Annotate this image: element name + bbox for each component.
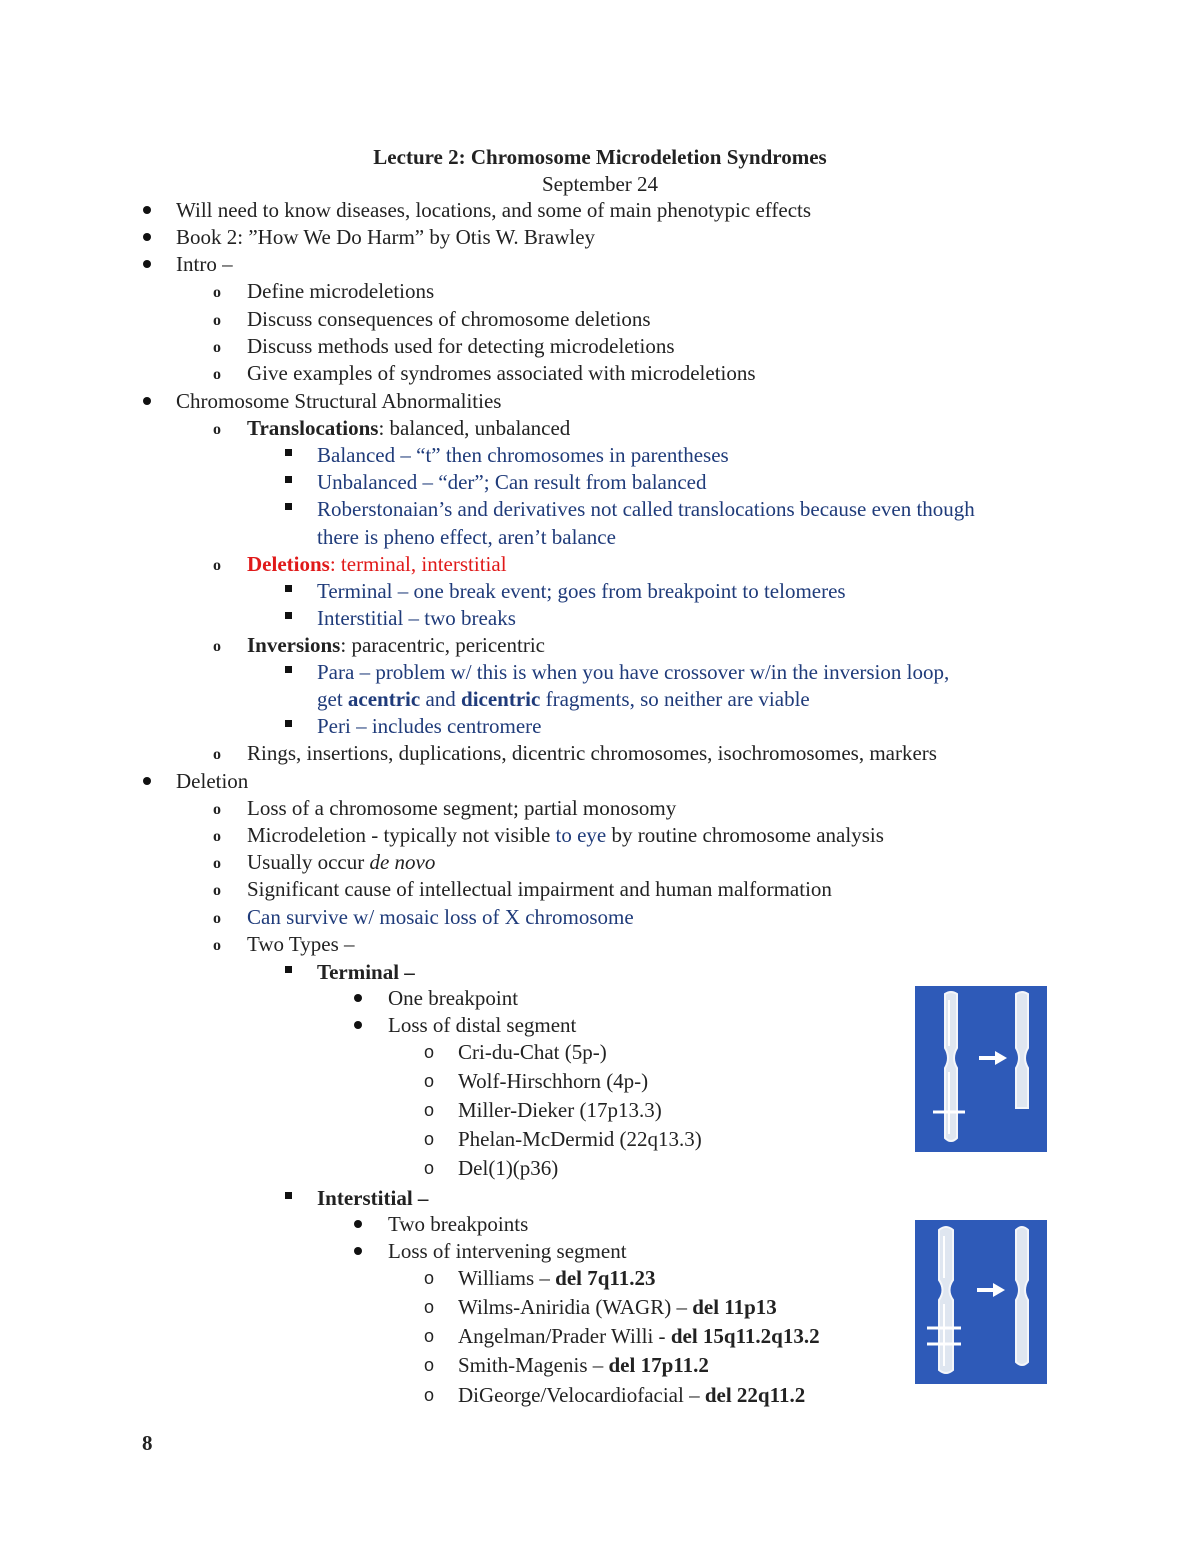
chromosome-diagram-icon (915, 1220, 1047, 1384)
sub-bullet-icon: o (213, 937, 221, 954)
list-item: Give examples of syndromes associated with microdeletions (247, 361, 756, 385)
list-item-continued: get acentric and dicentric fragments, so neither are viable (317, 687, 810, 711)
sub-bullet-icon: o (213, 746, 221, 763)
circle-bullet-icon: o (424, 1385, 435, 1405)
terminal-deletion-figure (915, 986, 1047, 1152)
list-item: Microdeletion - typically not visible to eye by routine chromosome analysis (247, 823, 884, 847)
list-item: Smith-Magenis – del 17p11.2 (458, 1353, 709, 1377)
square-bullet-icon (285, 720, 292, 727)
sub-bullet-icon: o (213, 910, 221, 927)
square-bullet-icon (285, 503, 292, 510)
sub-bullet-icon: o (213, 638, 221, 655)
square-bullet-icon (285, 449, 292, 456)
sub-bullet-icon: o (213, 882, 221, 899)
circle-bullet-icon: o (424, 1129, 435, 1149)
list-item: Peri – includes centromere (317, 714, 542, 738)
list-item: Williams – del 7q11.23 (458, 1266, 656, 1290)
list-item: Discuss consequences of chromosome deletions (247, 307, 651, 331)
square-bullet-icon (285, 585, 292, 592)
list-item: Phelan-McDermid (22q13.3) (458, 1127, 702, 1151)
sub-bullet-icon: o (213, 828, 221, 845)
list-item: Interstitial – two breaks (317, 606, 516, 630)
list-item: Wilms-Aniridia (WAGR) – del 11p13 (458, 1295, 777, 1319)
list-item: Roberstonaian’s and derivatives not called translocations because even though (317, 497, 975, 521)
list-item: Balanced – “t” then chromosomes in parentheses (317, 443, 729, 467)
sub-bullet-icon: o (213, 801, 221, 818)
list-item: Usually occur de novo (247, 850, 436, 874)
list-item: Cri-du-Chat (5p-) (458, 1040, 607, 1064)
list-item: Rings, insertions, duplications, dicentric chromosomes, isochromosomes, markers (247, 741, 937, 765)
bullet-icon (143, 777, 151, 785)
bullet-icon (354, 1220, 362, 1228)
list-item: Terminal – one break event; goes from breakpoint to telomeres (317, 579, 846, 603)
list-item: Translocations: balanced, unbalanced (247, 416, 571, 440)
page-title: Lecture 2: Chromosome Microdeletion Syndromes (373, 145, 827, 169)
list-item: Wolf-Hirschhorn (4p-) (458, 1069, 649, 1093)
bullet-icon (143, 206, 151, 214)
list-item: Unbalanced – “der”; Can result from balanced (317, 470, 707, 494)
sub-bullet-icon: o (213, 284, 221, 301)
list-item: Terminal – (317, 960, 415, 984)
list-item: Angelman/Prader Willi - del 15q11.2q13.2 (458, 1324, 820, 1348)
chromosome-diagram-icon (915, 986, 1047, 1152)
list-item: Discuss methods used for detecting microdeletions (247, 334, 675, 358)
circle-bullet-icon: o (424, 1158, 435, 1178)
list-item: Deletions: terminal, interstitial (247, 552, 507, 576)
list-item: Del(1)(p36) (458, 1156, 559, 1180)
list-item: Significant cause of intellectual impairment and human malformation (247, 877, 832, 901)
square-bullet-icon (285, 476, 292, 483)
square-bullet-icon (285, 666, 292, 673)
sub-bullet-icon: o (213, 312, 221, 329)
list-item-continued: there is pheno effect, aren’t balance (317, 525, 616, 549)
list-item: Interstitial – (317, 1186, 429, 1210)
list-item: Will need to know diseases, locations, and some of main phenotypic effects (176, 198, 812, 222)
bullet-icon (354, 1247, 362, 1255)
bullet-icon (354, 994, 362, 1002)
list-item: Two Types – (247, 932, 355, 956)
bullet-icon (143, 233, 151, 241)
bullet-icon (143, 397, 151, 405)
sub-bullet-icon: o (213, 339, 221, 356)
list-item: Deletion (176, 769, 249, 793)
circle-bullet-icon: o (424, 1297, 435, 1317)
list-item: Loss of intervening segment (388, 1239, 627, 1263)
circle-bullet-icon: o (424, 1326, 435, 1346)
bullet-icon (143, 260, 151, 268)
list-item: Book 2: ”How We Do Harm” by Otis W. Brawley (176, 225, 596, 249)
list-item: Inversions: paracentric, pericentric (247, 633, 545, 657)
list-item: Chromosome Structural Abnormalities (176, 389, 502, 413)
list-item: Para – problem w/ this is when you have crossover w/in the inversion loop, (317, 660, 950, 684)
page-number: 8 (142, 1431, 153, 1455)
sub-bullet-icon: o (213, 366, 221, 383)
circle-bullet-icon: o (424, 1355, 435, 1375)
interstitial-deletion-figure (915, 1220, 1047, 1384)
circle-bullet-icon: o (424, 1100, 435, 1120)
circle-bullet-icon: o (424, 1042, 435, 1062)
circle-bullet-icon: o (424, 1071, 435, 1091)
lecture-date: September 24 (541, 172, 659, 196)
list-item: Intro – (176, 252, 233, 276)
list-item: Loss of a chromosome segment; partial monosomy (247, 796, 677, 820)
list-item: One breakpoint (388, 986, 519, 1010)
list-item: Can survive w/ mosaic loss of X chromosome (247, 905, 634, 929)
list-item: DiGeorge/Velocardiofacial – del 22q11.2 (458, 1383, 806, 1407)
list-item: Two breakpoints (388, 1212, 529, 1236)
list-item: Define microdeletions (247, 279, 435, 303)
bullet-icon (354, 1021, 362, 1029)
square-bullet-icon (285, 966, 292, 973)
list-item: Miller-Dieker (17p13.3) (458, 1098, 662, 1122)
sub-bullet-icon: o (213, 421, 221, 438)
sub-bullet-icon: o (213, 557, 221, 574)
square-bullet-icon (285, 612, 292, 619)
sub-bullet-icon: o (213, 855, 221, 872)
list-item: Loss of distal segment (388, 1013, 577, 1037)
square-bullet-icon (285, 1192, 292, 1199)
circle-bullet-icon: o (424, 1268, 435, 1288)
